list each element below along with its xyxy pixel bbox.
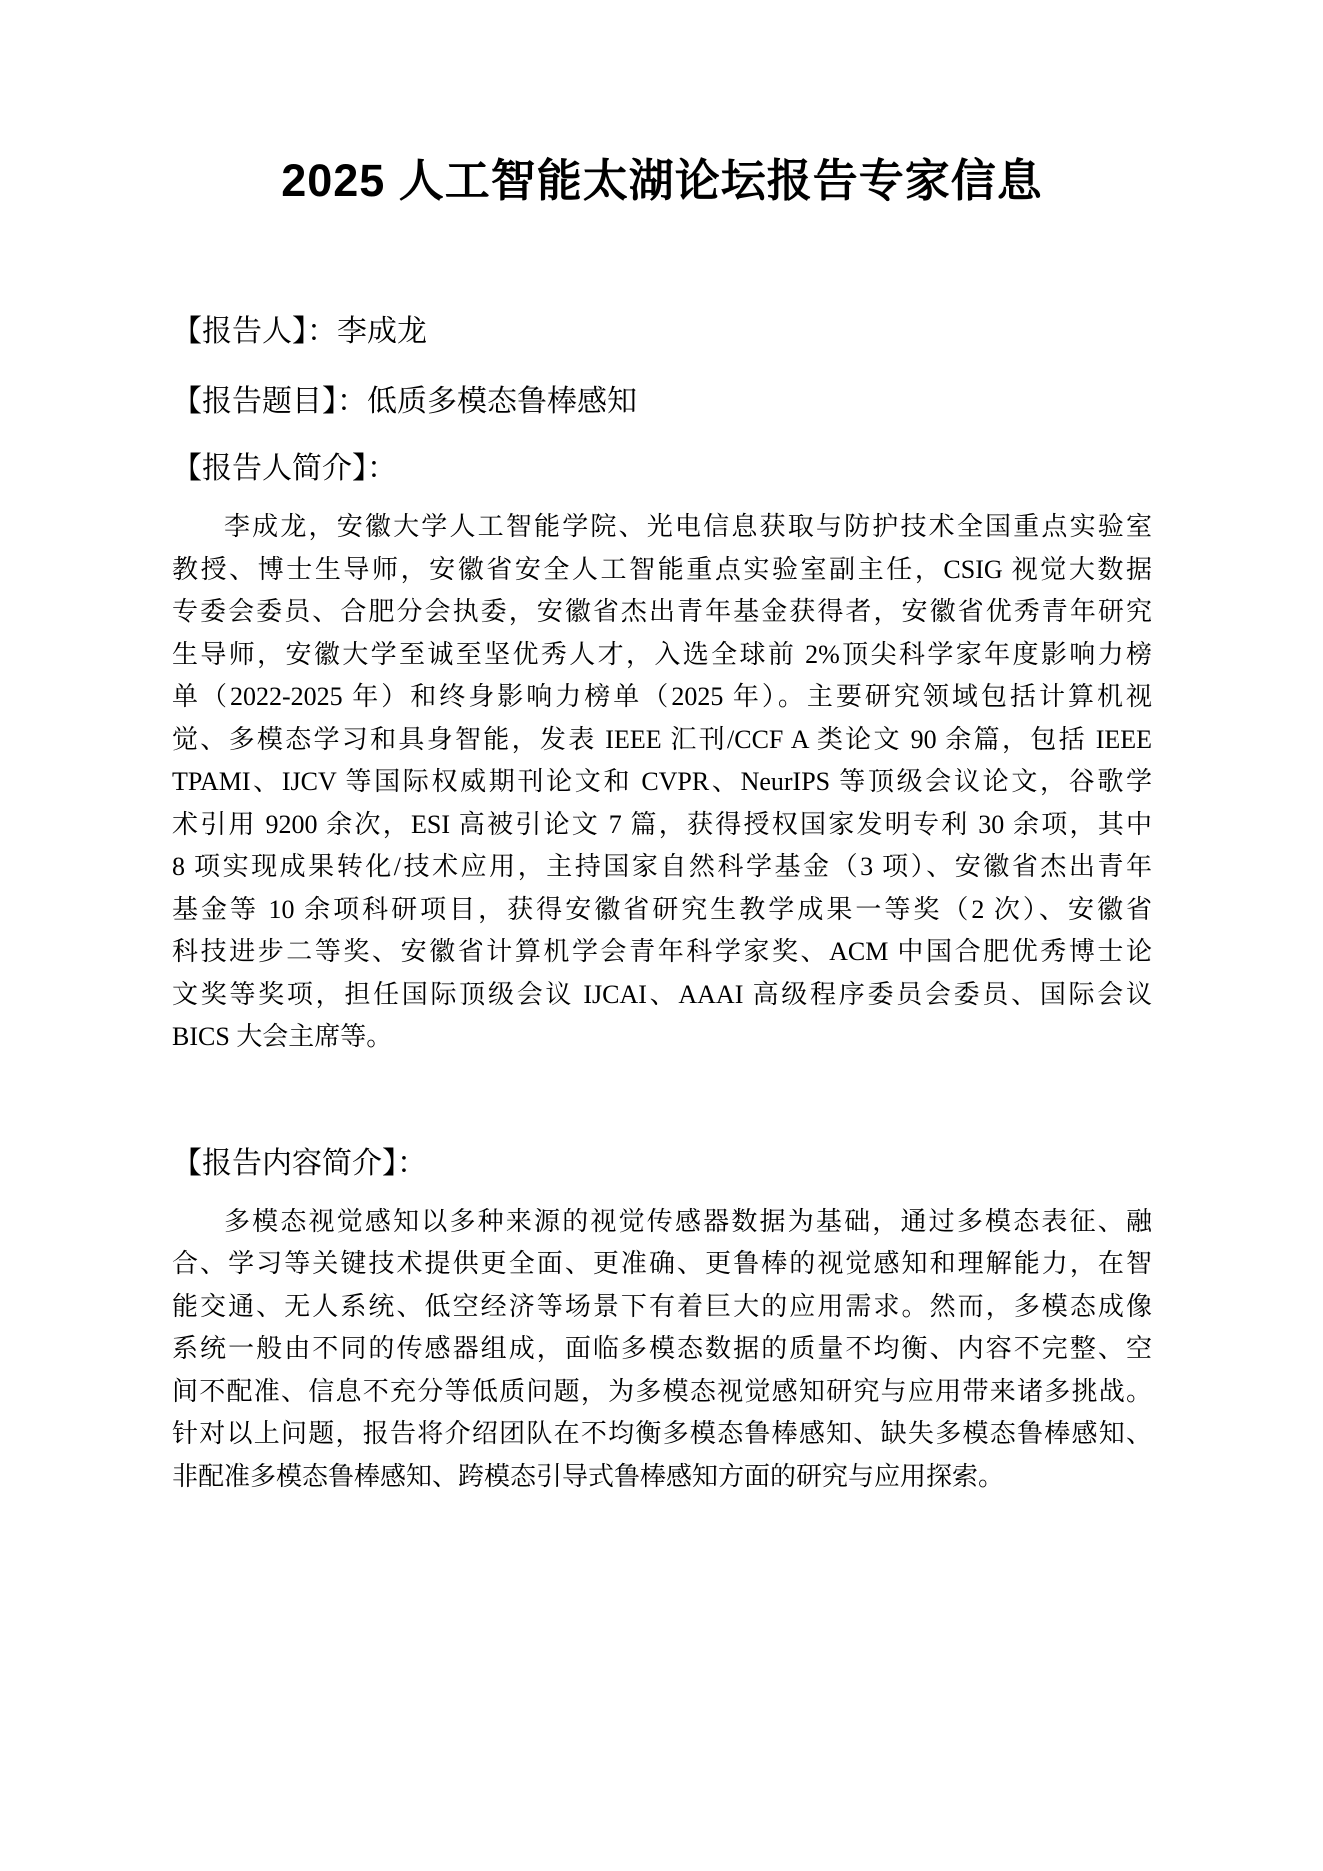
abstract-line: 合、学习等关键技术提供更全面、更准确、更鲁棒的视觉感知和理解能力，在智 xyxy=(172,1249,1152,1278)
bio-section-label: 【报告人简介】： xyxy=(172,452,397,485)
topic-label: 【报告题目】： xyxy=(172,385,367,418)
abstract-line: 能交通、无人系统、低空经济等场景下有着巨大的应用需求。然而，多模态成像 xyxy=(172,1291,1152,1321)
abstract-line: 针对以上问题，报告将介绍团队在不均衡多模态鲁棒感知、缺失多模态鲁棒感知、 xyxy=(172,1419,1152,1448)
bio-line: 文奖等奖项，担任国际顶级会议 IJCAI、AAAI 高级程序委员会委员、国际会议 xyxy=(172,979,1152,1009)
bio-line: 专委会委员、合肥分会执委，安徽省杰出青年基金获得者，安徽省优秀青年研究 xyxy=(172,597,1152,626)
bio-line: 8 项实现成果转化/技术应用，主持国家自然科学基金（3 项）、安徽省杰出青年 xyxy=(172,852,1152,881)
bio-line: 李成龙，安徽大学人工智能学院、光电信息获取与防护技术全国重点实验室 xyxy=(224,512,1152,541)
topic-value: 低质多模态鲁棒感知 xyxy=(367,385,637,418)
abstract-paragraph xyxy=(172,1201,1152,1499)
speaker-value: 李成龙 xyxy=(337,315,427,348)
abstract-line: 多模态视觉感知以多种来源的视觉传感器数据为基础，通过多模态表征、融 xyxy=(224,1206,1152,1236)
bio-line: 术引用 9200 余次，ESI 高被引论文 7 篇，获得授权国家发明专利 30 余项，其中 xyxy=(172,809,1152,839)
bio-line: 觉、多模态学习和具身智能，发表 IEEE 汇刊/CCF A 类论文 90 余篇，包括 IEEE xyxy=(172,724,1152,754)
abstract-line: 非配准多模态鲁棒感知、跨模态引导式鲁棒感知方面的研究与应用探索。 xyxy=(172,1461,1005,1491)
bio-line: 生导师，安徽大学至诚至坚优秀人才，入选全球前 2%顶尖科学家年度影响力榜 xyxy=(172,639,1152,669)
topic-row xyxy=(172,380,1152,423)
abstract-line: 间不配准、信息不充分等低质问题，为多模态视觉感知研究与应用带来诸多挑战。 xyxy=(172,1376,1152,1406)
bio-line: 基金等 10 余项科研项目，获得安徽省研究生教学成果一等奖（2 次）、安徽省 xyxy=(172,894,1152,924)
speaker-label: 【报告人】： xyxy=(172,315,337,348)
bio-line: BICS 大会主席等。 xyxy=(172,1022,393,1051)
bio-line: 单（2022-2025 年）和终身影响力榜单（2025 年）。主要研究领域包括计算机视 xyxy=(172,682,1152,711)
bio-paragraph xyxy=(172,506,1152,1059)
abstract-line: 系统一般由不同的传感器组成，面临多模态数据的质量不均衡、内容不完整、空 xyxy=(172,1334,1152,1363)
document-content xyxy=(172,0,1152,1498)
bio-line: 教授、博士生导师，安徽省安全人工智能重点实验室副主任，CSIG 视觉大数据 xyxy=(172,554,1152,584)
abstract-section-label: 【报告内容简介】： xyxy=(172,1146,427,1180)
speaker-row xyxy=(172,310,1152,353)
bio-line: 科技进步二等奖、安徽省计算机学会青年科学家奖、ACM 中国合肥优秀博士论 xyxy=(172,937,1152,966)
document-title: 2025 人工智能太湖论坛报告专家信息 xyxy=(281,155,1043,206)
bio-line: TPAMI、IJCV 等国际权威期刊论文和 CVPR、NeurIPS 等顶级会议论文，谷歌学 xyxy=(172,767,1152,796)
